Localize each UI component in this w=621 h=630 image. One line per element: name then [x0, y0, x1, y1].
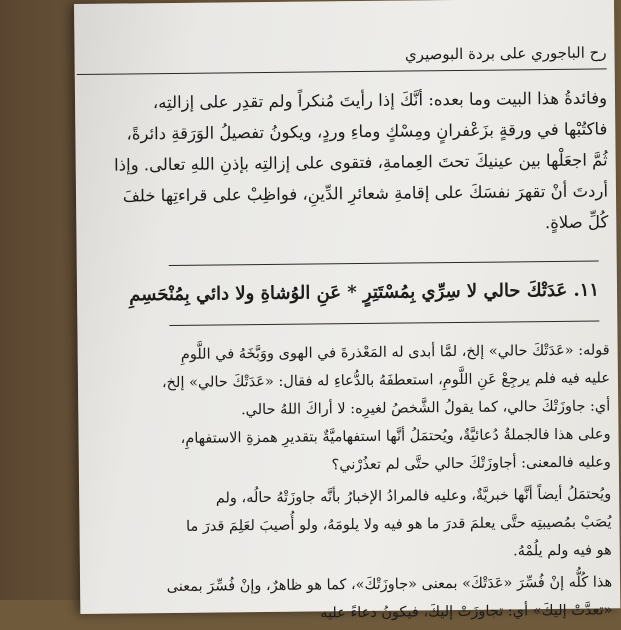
- text-line: ثُمَّ اجعَلْها بين عينيكَ تحتَ العِمامةِ، فتقوى على إزالتِه بإذنِ اللهِ تعالى. وإذا: [114, 150, 608, 175]
- verse-text: عَدَتْكَ حالي لا سِرِّي بِمُسْتَتِرٍ * عَنِ الوُشاةِ ولا دائي بِمُنْحَسِمِ: [129, 279, 568, 306]
- text-line: هذا كُلُّه إنْ فُسِّرَ «عَدَتْكَ» بمعنى «جاوزَتْكَ»، كما هو ظاهرٌ، وإنْ فُسِّرَ بمعنى: [166, 574, 613, 596]
- text-line: وفائدةُ هذا البيت وما بعده: أنَّكَ إذا رأيتَ مُنكراً ولم تقدِر على إزالتِه،: [152, 88, 608, 113]
- header-rule: [77, 68, 607, 75]
- running-head: رح الباجوري على بردة البوصيري: [404, 43, 607, 64]
- verse-line: ١١. عَدَتْكَ حالي لا سِرِّي بِمُسْتَتِرٍ * عَنِ الوُشاةِ ولا دائي بِمُنْحَسِمِ: [129, 279, 600, 306]
- text-line: فاكتُبْها في ورقةٍ بزَعْفرانٍ ومِسْكٍ وماءِ وردٍ، ويكونُ تفصيلُ الوَرَقةِ دائرةً،: [126, 119, 608, 144]
- text-line: عليه فيه فلم يرجِعْ عَنِ اللَّومِ، استعطفَهُ بالدُّعاءِ له فقال: «عَدَتْكَ حالي» إلخ،: [161, 370, 611, 392]
- book-page: [74, 0, 620, 622]
- text-line: أي: جاوزَتْكَ حالي، كما يقولُ الشَّخصُ لغيرِه: لا أراكَ اللهُ حالي.: [240, 398, 611, 419]
- text-line: قوله: «عَدَتْكَ حالي» إلخ، لمَّا أبدى له المَعْذرةَ في الهوى ووَبَّخَهُ في اللَّومِ: [180, 342, 610, 363]
- verse-box: [129, 261, 600, 327]
- text-line: «تعدَّتْ إليكَ» أي: تجاوزَتْ إليكَ، فيكونُ دعاءً عليه: [320, 602, 613, 622]
- verse-number: ١١: [579, 279, 600, 301]
- text-line: أردتَ أنْ تقهرَ نفسَكَ على إقامةِ شعائرِ الدِّينِ، فواظِبْ على قراءتِها خلفَ: [122, 181, 609, 206]
- text-line: وعلى هذا فالجملةُ دُعائيَّةٌ، ويُحتمَلُ أنَّها استفهاميَّةٌ بتقديرِ همزةِ الاستفهامِ،: [180, 426, 611, 447]
- main-paragraph: [87, 82, 609, 242]
- text-line: وعليه فالمعنى: أجاوزَتْكَ حالي حتَّى لم تعذُرْني؟: [331, 454, 611, 474]
- text-line: هو فيه ولم يلُمْهُ.: [512, 542, 612, 560]
- text-line: كُلِّ صلاةٍ.: [544, 212, 609, 233]
- verse-rule-bottom: [169, 321, 599, 327]
- commentary: [90, 336, 613, 629]
- text-line: ويُحتمَلُ أيضاً أنَّها خبريَّةٌ، وعليه فالمرادُ الإخبارُ بأنَّه جاوزَتْهُ حالُه، ولم: [215, 486, 612, 507]
- verse-rule-top: [169, 261, 599, 267]
- text-line: يُصَبْ بمُصيبتِه حتَّى يعلمَ قدرَ ما هو فيه ولا يلومَهُ، ولو أُصيبَ لعَلِمَ قدرَ ما: [185, 514, 612, 535]
